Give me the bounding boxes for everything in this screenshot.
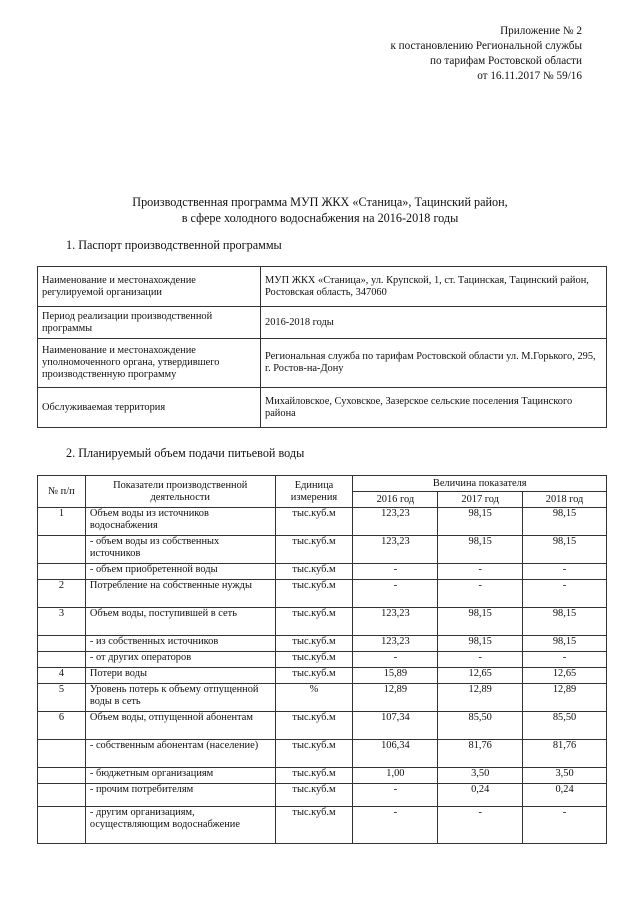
row-unit: тыс.куб.м (275, 536, 353, 564)
table-row (38, 668, 607, 684)
row-value-2018: 81,76 (523, 740, 607, 768)
table-row (38, 636, 607, 652)
header-year-2017: 2017 год (438, 492, 523, 508)
row-unit: тыс.куб.м (275, 784, 353, 807)
table-row (38, 807, 607, 844)
table-row (38, 339, 607, 388)
row-value-2017: 98,15 (438, 508, 523, 536)
header-year-2018: 2018 год (523, 492, 607, 508)
row-value-2017: 0,24 (438, 784, 523, 807)
row-value-2017: 98,15 (438, 608, 523, 636)
row-value-2018: 98,15 (523, 508, 607, 536)
appendix-line: Приложение № 2 (500, 25, 582, 37)
row-value-2018: 12,89 (523, 684, 607, 712)
row-value-2016: 106,34 (353, 740, 438, 768)
row-indicator: - другим организациям, осуществляющим водоснабжение (85, 807, 275, 844)
table-row (38, 784, 607, 807)
table-row (38, 508, 607, 536)
section-heading-volume: 2. Планируемый объем подачи питьевой воды (66, 446, 305, 460)
appendix-line: по тарифам Ростовской области (430, 55, 582, 67)
row-number: 1 (38, 508, 86, 536)
row-value-2018: 98,15 (523, 536, 607, 564)
row-unit: тыс.куб.м (275, 668, 353, 684)
row-number (38, 768, 86, 784)
table-row (38, 684, 607, 712)
row-unit: тыс.куб.м (275, 807, 353, 844)
row-value-2017: - (438, 807, 523, 844)
row-number (38, 784, 86, 807)
row-value-2016: - (353, 564, 438, 580)
row-value-2017: 98,15 (438, 636, 523, 652)
row-indicator: - прочим потребителям (85, 784, 275, 807)
volume-table (37, 475, 607, 844)
table-row (38, 712, 607, 740)
header-row (38, 476, 607, 492)
row-value-2017: - (438, 652, 523, 668)
row-value-2016: 1,00 (353, 768, 438, 784)
row-indicator: - объем приобретенной воды (85, 564, 275, 580)
row-number (38, 564, 86, 580)
row-indicator: Потери воды (85, 668, 275, 684)
row-indicator: Потребление на собственные нужды (85, 580, 275, 608)
passport-key: Наименование и местонахождение уполномоченного органа, утвердившего производственную программу (38, 339, 261, 388)
row-number: 2 (38, 580, 86, 608)
row-value-2016: - (353, 784, 438, 807)
row-unit: тыс.куб.м (275, 652, 353, 668)
row-value-2016: 123,23 (353, 508, 438, 536)
row-number (38, 740, 86, 768)
row-value-2017: 98,15 (438, 536, 523, 564)
row-value-2016: 123,23 (353, 536, 438, 564)
row-value-2018: - (523, 580, 607, 608)
row-number: 3 (38, 608, 86, 636)
row-unit: тыс.куб.м (275, 508, 353, 536)
row-unit: тыс.куб.м (275, 608, 353, 636)
row-value-2018: - (523, 564, 607, 580)
volume-table-body (38, 508, 607, 844)
table-row (38, 768, 607, 784)
row-value-2018: 98,15 (523, 636, 607, 652)
row-indicator: - бюджетным организациям (85, 768, 275, 784)
table-row (38, 608, 607, 636)
row-value-2016: - (353, 807, 438, 844)
passport-value: 2016-2018 годы (261, 307, 607, 339)
row-value-2018: 85,50 (523, 712, 607, 740)
row-unit: % (275, 684, 353, 712)
row-value-2018: - (523, 652, 607, 668)
row-unit: тыс.куб.м (275, 768, 353, 784)
row-value-2016: 123,23 (353, 608, 438, 636)
passport-key: Обслуживаемая территория (38, 388, 261, 428)
row-value-2018: 3,50 (523, 768, 607, 784)
row-value-2016: 123,23 (353, 636, 438, 652)
row-number: 4 (38, 668, 86, 684)
row-unit: тыс.куб.м (275, 636, 353, 652)
header-unit: Единица измерения (275, 476, 353, 508)
table-row (38, 740, 607, 768)
table-row (38, 388, 607, 428)
row-unit: тыс.куб.м (275, 740, 353, 768)
row-indicator: Объем воды из источников водоснабжения (85, 508, 275, 536)
row-value-2017: - (438, 580, 523, 608)
header-indicator: Показатели производственной деятельности (85, 476, 275, 508)
row-value-2017: 3,50 (438, 768, 523, 784)
table-row (38, 307, 607, 339)
passport-key: Период реализации производственной программы (38, 307, 261, 339)
table-row (38, 652, 607, 668)
title-line: Производственная программа МУП ЖКХ «Станица», Тацинский район, (132, 195, 508, 209)
row-value-2017: 85,50 (438, 712, 523, 740)
row-value-2016: - (353, 652, 438, 668)
row-value-2017: 81,76 (438, 740, 523, 768)
row-indicator: Объем воды, поступившей в сеть (85, 608, 275, 636)
row-value-2018: - (523, 807, 607, 844)
row-value-2017: 12,65 (438, 668, 523, 684)
row-indicator: Уровень потерь к объему отпущенной воды в сеть (85, 684, 275, 712)
row-unit: тыс.куб.м (275, 564, 353, 580)
table-row (38, 580, 607, 608)
row-number: 6 (38, 712, 86, 740)
row-indicator: - от других операторов (85, 652, 275, 668)
passport-key: Наименование и местонахождение регулируемой организации (38, 267, 261, 307)
row-number (38, 636, 86, 652)
row-value-2017: - (438, 564, 523, 580)
row-number (38, 807, 86, 844)
row-unit: тыс.куб.м (275, 712, 353, 740)
appendix-line: от 16.11.2017 № 59/16 (477, 70, 582, 82)
passport-value: МУП ЖКХ «Станица», ул. Крупской, 1, ст. Тацинская, Тацинский район, Ростовская область, 347060 (261, 267, 607, 307)
row-value-2016: - (353, 580, 438, 608)
header-year-2016: 2016 год (353, 492, 438, 508)
appendix-header (390, 24, 582, 84)
row-number: 5 (38, 684, 86, 712)
passport-value: Михайловское, Суховское, Зазерское сельские поселения Тацинского района (261, 388, 607, 428)
row-value-2016: 15,89 (353, 668, 438, 684)
row-indicator: - из собственных источников (85, 636, 275, 652)
row-number (38, 536, 86, 564)
row-indicator: - объем воды из собственных источников (85, 536, 275, 564)
row-value-2018: 98,15 (523, 608, 607, 636)
passport-table (37, 266, 607, 428)
document-title (0, 194, 640, 226)
row-indicator: Объем воды, отпущенной абонентам (85, 712, 275, 740)
row-value-2016: 12,89 (353, 684, 438, 712)
section-heading-passport: 1. Паспорт производственной программы (66, 238, 282, 252)
title-line: в сфере холодного водоснабжения на 2016-2018 годы (181, 211, 459, 225)
row-indicator: - собственным абонентам (население) (85, 740, 275, 768)
row-value-2017: 12,89 (438, 684, 523, 712)
passport-value: Региональная служба по тарифам Ростовской области ул. М.Горького, 295, г. Ростов-на-Дону (261, 339, 607, 388)
row-value-2018: 0,24 (523, 784, 607, 807)
row-unit: тыс.куб.м (275, 580, 353, 608)
row-value-2018: 12,65 (523, 668, 607, 684)
row-number (38, 652, 86, 668)
table-row (38, 267, 607, 307)
row-value-2016: 107,34 (353, 712, 438, 740)
appendix-line: к постановлению Региональной службы (390, 40, 582, 52)
table-row (38, 536, 607, 564)
table-row (38, 564, 607, 580)
header-num: № п/п (38, 476, 86, 508)
header-value: Величина показателя (353, 476, 607, 492)
